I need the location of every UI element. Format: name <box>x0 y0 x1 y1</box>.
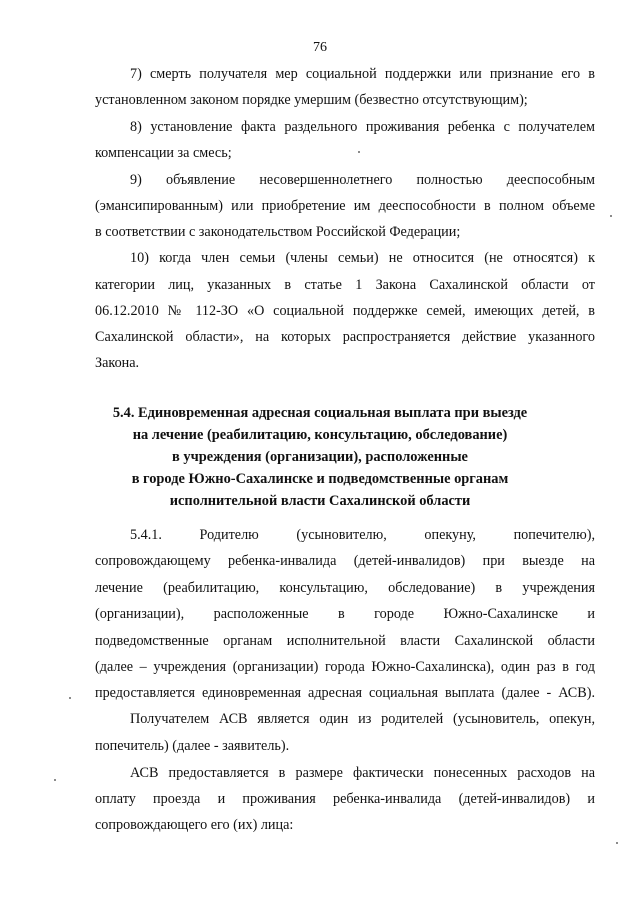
para-2-line-1: Получателем АСВ является один из родителей (усыновитель, опекун, <box>130 711 595 727</box>
para-1-line-7: предоставляется единовременная адресная социальная выплата (далее - АСВ). <box>95 685 595 701</box>
item-10-line-2: категории лиц, указанных в статье 1 Закона Сахалинской области от <box>95 277 595 293</box>
scan-speck <box>358 151 360 153</box>
item-9-line-1: 9) объявление несовершеннолетнего полностью дееспособным <box>130 172 595 188</box>
item-10-line-3: 06.12.2010 № 112-ЗО «О социальной поддержке семей, имеющих детей, в <box>95 303 595 319</box>
para-3-line-1: АСВ предоставляется в размере фактически понесенных расходов на <box>130 765 595 781</box>
item-8-line-1: 8) установление факта раздельного проживания ребенка с получателем <box>130 119 595 135</box>
item-9-line-3: в соответствии с законодательством Российской Федерации; <box>95 224 461 240</box>
item-7-line-2: установленном законом порядке умершим (безвестно отсутствующим); <box>95 92 528 108</box>
section-heading-line-2: на лечение (реабилитацию, консультацию, обследование) <box>132 427 508 443</box>
item-7-line-1: 7) смерть получателя мер социальной поддержки или признание его в <box>130 66 595 82</box>
para-1-line-6: (далее – учреждения (организации) города Южно-Сахалинска), один раз в год <box>95 659 595 675</box>
page-number: 76 <box>313 40 327 55</box>
para-1-line-2: сопровождающему ребенка-инвалида (детей-инвалидов) при выезде на <box>95 553 595 569</box>
item-8-line-2: компенсации за смесь; <box>95 145 232 161</box>
item-10-line-1: 10) когда член семьи (члены семьи) не относится (не относятся) к <box>130 250 595 266</box>
item-10-line-5: Закона. <box>95 355 140 371</box>
para-1-line-5: подведомственные органам исполнительной власти Сахалинской области <box>95 633 595 649</box>
section-heading-line-3: в учреждения (организации), расположенные <box>172 449 468 465</box>
item-10-line-4: Сахалинской области», на которых распространяется действие указанного <box>95 329 595 345</box>
para-3-line-2: оплату проезда и проживания ребенка-инвалида (детей-инвалидов) и <box>95 791 595 807</box>
para-1-line-4: (организации), расположенные в городе Южно-Сахалинске и <box>95 606 595 622</box>
para-1-line-1: 5.4.1. Родителю (усыновителю, опекуну, попечителю), <box>130 527 595 543</box>
para-2-line-2: попечитель) (далее - заявитель). <box>95 738 290 754</box>
scan-speck <box>616 842 618 844</box>
scan-speck <box>54 779 56 781</box>
section-heading-line-4: в городе Южно-Сахалинске и подведомственные органам <box>131 471 509 487</box>
item-9-line-2: (эмансипированным) или приобретение им дееспособности в полном объеме <box>95 198 595 214</box>
para-3-line-3: сопровождающего его (их) лица: <box>95 817 294 833</box>
scan-speck <box>69 697 71 699</box>
scan-speck <box>610 215 612 217</box>
section-heading-line-5: исполнительной власти Сахалинской области <box>169 493 471 509</box>
section-heading-line-1: 5.4. Единовременная адресная социальная выплата при выезде <box>112 405 528 421</box>
para-1-line-3: лечение (реабилитацию, консультацию, обследование) в учреждения <box>95 580 595 596</box>
